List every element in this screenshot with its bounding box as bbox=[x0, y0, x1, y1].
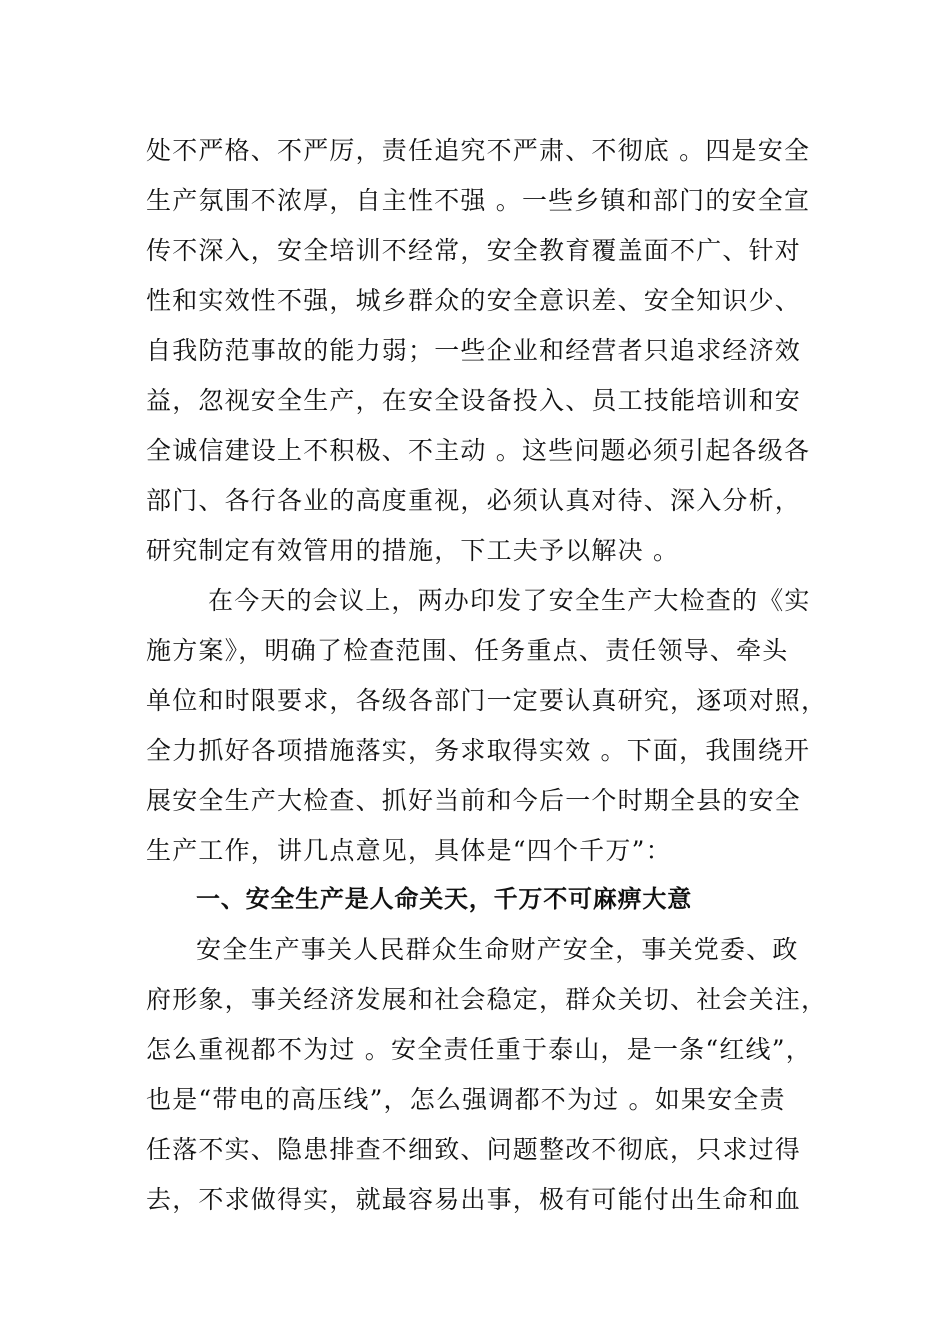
body-text-line: 全力抓好各项措施落实，务求取得实效 。下面，我围绕开 bbox=[146, 736, 811, 765]
section-heading: 一、安全生产是人命关天，千万不可麻痹大意 bbox=[196, 885, 692, 913]
body-text-line: 展安全生产大检查、抓好当前和今后一个时期全县的安全 bbox=[146, 786, 802, 815]
body-text-line: 府形象，事关经济发展和社会稳定，群众关切、社会关注， bbox=[146, 985, 828, 1014]
body-text-line: 怎么重视都不为过 。安全责任重于泰山，是一条“红线”， bbox=[146, 1035, 812, 1064]
paragraph-first-line: 在今天的会议上，两办印发了安全生产大检查的《实 bbox=[208, 586, 811, 615]
body-text-line: 研究制定有效管用的措施，下工夫予以解决 。 bbox=[146, 536, 680, 565]
body-text-line: 自我防范事故的能力弱；一些企业和经营者只追求经济效 bbox=[146, 336, 802, 365]
paragraph-first-line: 安全生产事关人民群众生命财产安全，事关党委、政 bbox=[196, 935, 799, 964]
body-text-line: 生产工作，讲几点意见，具体是“四个千万”： bbox=[146, 836, 672, 865]
body-text-line: 传不深入，安全培训不经常，安全教育覆盖面不广、针对 bbox=[146, 236, 802, 265]
body-text-line: 任落不实、隐患排查不细致、问题整改不彻底，只求过得 bbox=[146, 1135, 802, 1164]
body-text-line: 去，不求做得实，就最容易出事，极有可能付出生命和血 bbox=[146, 1185, 802, 1214]
body-text-line: 全诚信建设上不积极、不主动 。这些问题必须引起各级各 bbox=[146, 436, 811, 465]
body-text-line: 处不严格、不严厉，责任追究不严肃、不彻底 。四是安全 bbox=[146, 136, 811, 165]
body-text-line: 益，忽视安全生产，在安全设备投入、员工技能培训和安 bbox=[146, 386, 802, 415]
body-text-line: 部门、各行各业的高度重视，必须认真对待、深入分析， bbox=[146, 486, 802, 515]
body-text-line: 也是“带电的高压线”，怎么强调都不为过 。如果安全责 bbox=[146, 1085, 786, 1114]
body-text-line: 施方案》，明确了检查范围、任务重点、责任领导、牵头 bbox=[146, 636, 789, 665]
body-text-line: 生产氛围不浓厚，自主性不强 。一些乡镇和部门的安全宣 bbox=[146, 186, 811, 215]
body-text-line: 单位和时限要求，各级各部门一定要认真研究，逐项对照， bbox=[146, 686, 828, 715]
body-text-line: 性和实效性不强，城乡群众的安全意识差、安全知识少、 bbox=[146, 286, 802, 315]
